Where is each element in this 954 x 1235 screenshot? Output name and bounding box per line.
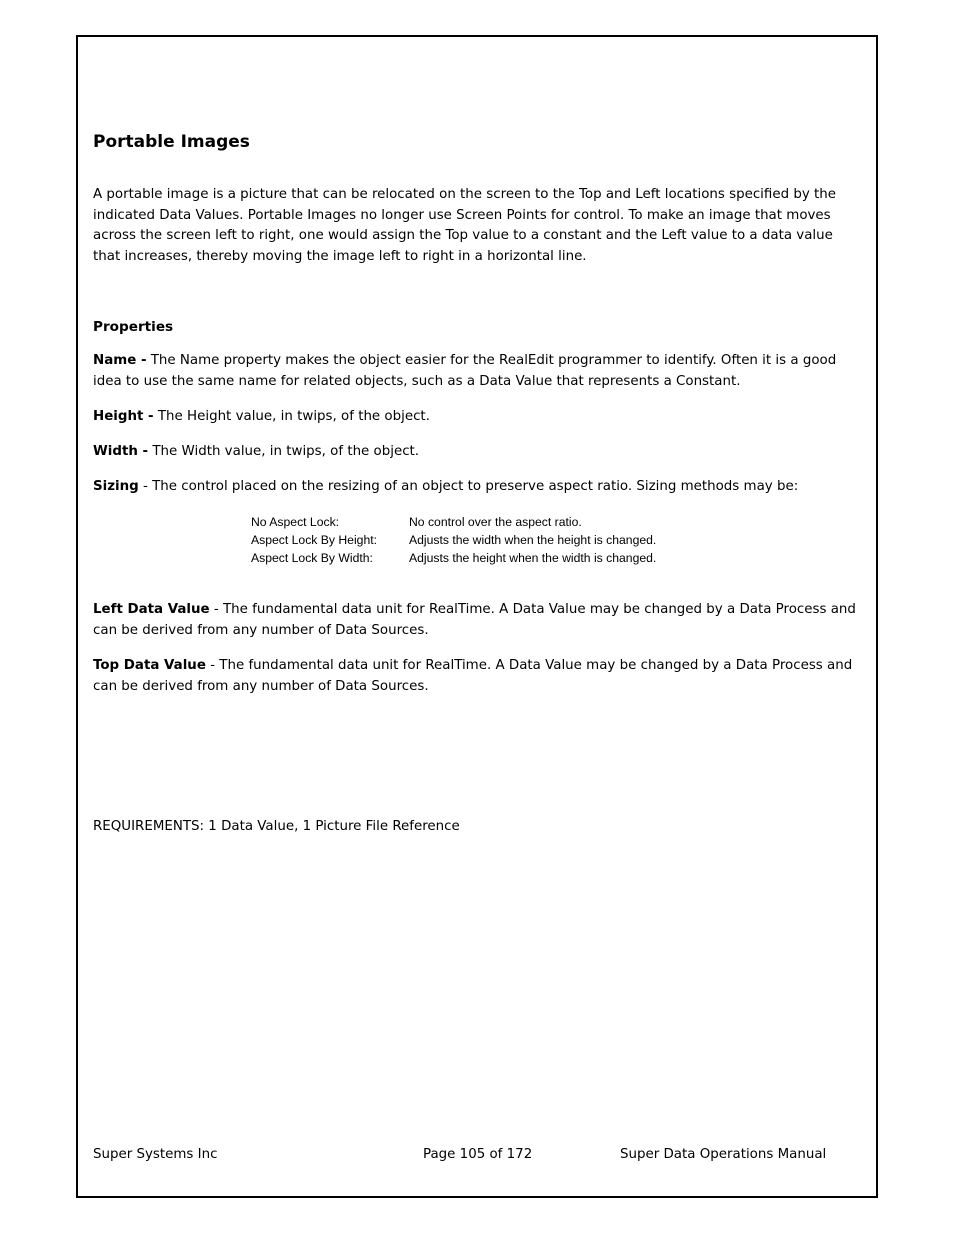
sizing-method-row: [251, 531, 656, 549]
property-left-data-value-term: Left Data Value: [93, 602, 210, 617]
sizing-method-desc: No control over the aspect ratio.: [409, 515, 582, 529]
sizing-method-name: No Aspect Lock:: [251, 515, 340, 529]
sizing-method-name: Aspect Lock By Height:: [251, 533, 377, 547]
property-width-term: Width -: [93, 444, 149, 459]
property-height: [93, 407, 863, 428]
sizing-methods-list: [251, 513, 656, 567]
intro-paragraph: A portable image is a picture that can be relocated on the screen to the Top and Left locations specified by the indicated Data Values. Portable Images no longer use Screen Points for control. To make an image that moves across the screen left to right, one would assign the Top value to a constant and the Left value to a data value that increases, thereby moving the image left to right in a horizontal line.: [93, 187, 836, 264]
property-sizing-term: Sizing: [93, 479, 139, 494]
property-width: [93, 442, 863, 463]
sizing-method-row: [251, 513, 656, 531]
sizing-method-desc: Adjusts the height when the width is changed.: [409, 551, 657, 565]
property-name-term: Name -: [93, 353, 147, 368]
property-width-desc: The Width value, in twips, of the object.: [148, 444, 420, 459]
property-height-desc: The Height value, in twips, of the object.: [153, 409, 430, 424]
requirements-text: REQUIREMENTS: 1 Data Value, 1 Picture File Reference: [93, 819, 460, 834]
property-name: [93, 351, 863, 392]
property-top-data-value-term: Top Data Value: [93, 658, 206, 673]
property-sizing: [93, 477, 863, 498]
property-left-data-value-desc: - The fundamental data unit for RealTime. A Data Value may be changed by a Data Process and can be derived from any number of Data Sources.: [93, 602, 856, 638]
property-name-desc: The Name property makes the object easier for the RealEdit programmer to identify. Often it is a good idea to use the same name for related objects, such as a Data Value that represents a Constant.: [93, 353, 837, 389]
sizing-method-name: Aspect Lock By Width:: [251, 551, 373, 565]
sizing-method-row: [251, 549, 656, 567]
properties-heading: Properties: [93, 319, 174, 335]
property-height-term: Height -: [93, 409, 154, 424]
property-top-data-value-desc: - The fundamental data unit for RealTime. A Data Value may be changed by a Data Process and can be derived from any number of Data Sources.: [93, 658, 853, 694]
property-top-data-value: [93, 656, 863, 697]
sizing-method-desc: Adjusts the width when the height is changed.: [409, 533, 657, 547]
footer-company: Super Systems Inc: [93, 1147, 218, 1162]
footer-manual-title: Super Data Operations Manual: [620, 1147, 827, 1162]
section-title: Portable Images: [93, 132, 250, 152]
property-left-data-value: [93, 600, 863, 641]
footer-page-number: Page 105 of 172: [423, 1147, 533, 1162]
property-sizing-desc: - The control placed on the resizing of an object to preserve aspect ratio. Sizing methods may be:: [138, 479, 799, 494]
